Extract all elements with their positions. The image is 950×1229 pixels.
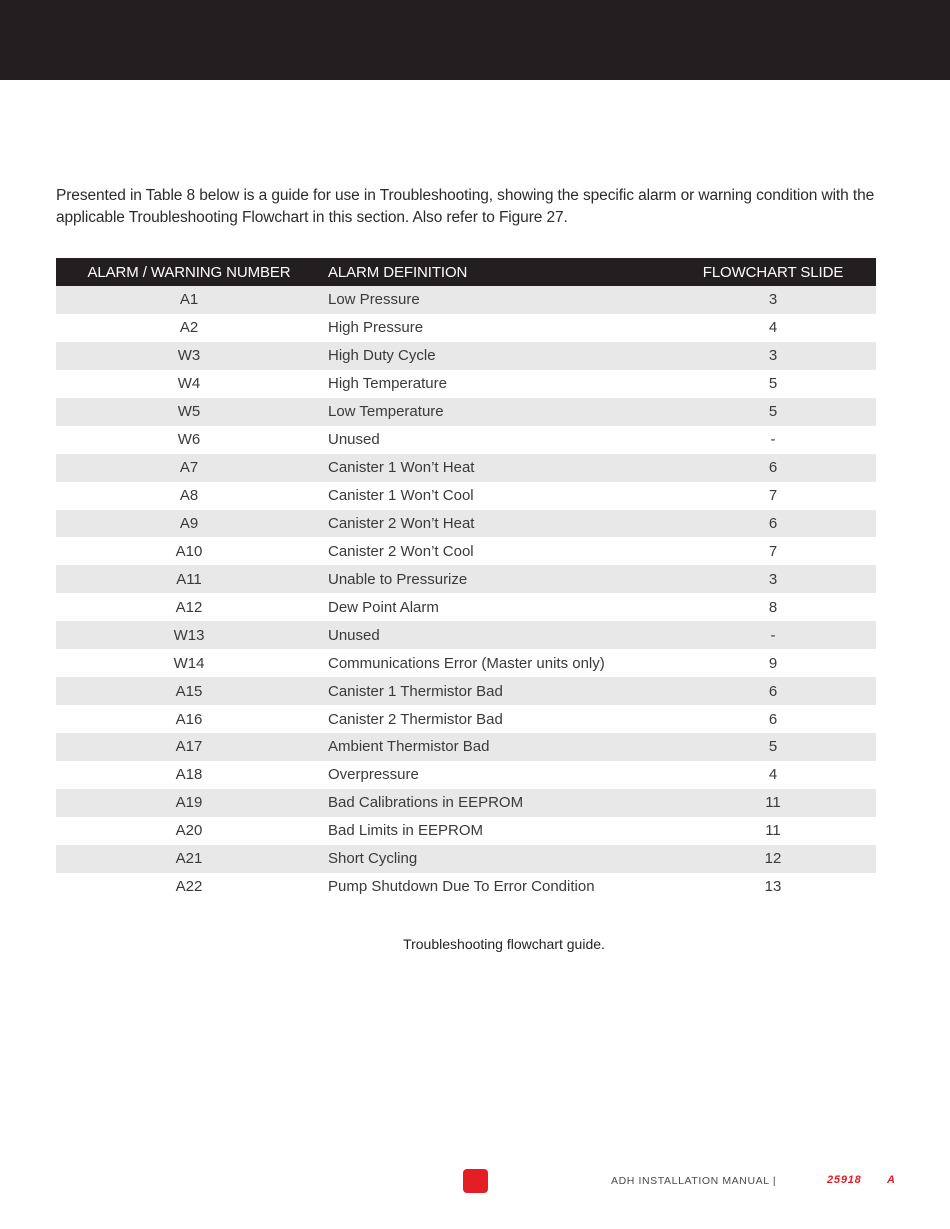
table-row <box>56 817 876 845</box>
header-alarm-definition: ALARM DEFINITION <box>328 263 468 281</box>
alarm-number-cell: W13 <box>173 626 205 644</box>
alarm-number-cell: W14 <box>173 654 205 672</box>
table-row <box>56 398 876 426</box>
flowchart-slide-cell: 3 <box>768 570 778 588</box>
table-row <box>56 649 876 677</box>
flowchart-slide-cell: 13 <box>764 878 782 896</box>
table-row <box>56 593 876 621</box>
table-row <box>56 370 876 398</box>
alarm-number-cell: A10 <box>175 542 203 560</box>
table-caption: Troubleshooting flowchart guide. <box>403 936 605 952</box>
alarm-definition-cell: Unable to Pressurize <box>328 570 468 588</box>
alarm-number-cell: A12 <box>175 598 203 616</box>
table-row <box>56 426 876 454</box>
alarm-definition-cell: Communications Error (Master units only) <box>328 654 605 672</box>
table-row <box>56 510 876 538</box>
flowchart-slide-cell: 3 <box>768 291 778 309</box>
alarm-number-cell: W4 <box>177 375 201 393</box>
flowchart-slide-cell: 6 <box>768 710 778 728</box>
table-row <box>56 677 876 705</box>
table-row <box>56 845 876 873</box>
alarm-definition-cell: Short Cycling <box>328 850 418 868</box>
alarm-number-cell: A18 <box>175 766 203 784</box>
alarm-definition-cell: Canister 1 Won’t Cool <box>328 487 474 505</box>
flowchart-slide-cell: 7 <box>768 487 778 505</box>
table-row <box>56 482 876 510</box>
table-row <box>56 454 876 482</box>
alarm-number-cell: A15 <box>175 682 203 700</box>
alarm-number-cell: W5 <box>177 403 201 421</box>
table-row <box>56 314 876 342</box>
alarm-number-cell: A11 <box>176 570 202 588</box>
alarm-number-cell: A22 <box>175 878 203 896</box>
alarm-number-cell: W3 <box>177 347 201 365</box>
flowchart-slide-cell: 11 <box>765 822 781 840</box>
table-row <box>56 537 876 565</box>
alarm-definition-cell: Canister 2 Thermistor Bad <box>328 710 503 728</box>
alarm-definition-cell: Low Pressure <box>328 291 420 309</box>
alarm-number-cell: A2 <box>179 319 199 337</box>
intro-paragraph: Presented in Table 8 below is a guide for use in Troubleshooting, showing the specific alarm or warning condition with the applicable Troubleshooting Flowchart in this section. Also refer to Figure 27. <box>56 186 875 226</box>
flowchart-slide-cell: 7 <box>768 542 778 560</box>
table-body <box>56 286 876 901</box>
alarm-number-cell: A8 <box>179 487 199 505</box>
alarm-definition-cell: Bad Calibrations in EEPROM <box>328 794 524 812</box>
table-row <box>56 286 876 314</box>
flowchart-slide-cell: 5 <box>768 738 778 756</box>
alarm-number-cell: A7 <box>179 459 199 477</box>
flowchart-slide-cell: 6 <box>768 682 778 700</box>
page-marker <box>463 1169 488 1193</box>
flowchart-slide-cell: 5 <box>768 403 778 421</box>
alarm-definition-cell: Low Temperature <box>328 403 444 421</box>
table-row <box>56 733 876 761</box>
footer-manual-title: ADH INSTALLATION MANUAL | <box>611 1175 777 1187</box>
table-row <box>56 621 876 649</box>
alarm-definition-cell: High Temperature <box>328 375 447 393</box>
header-flowchart-slide: FLOWCHART SLIDE <box>702 263 844 281</box>
table-header-row <box>56 258 876 286</box>
alarm-definition-cell: Canister 1 Won’t Heat <box>328 459 475 477</box>
flowchart-slide-cell: 4 <box>768 766 778 784</box>
alarm-definition-cell: Bad Limits in EEPROM <box>328 822 484 840</box>
flowchart-slide-cell: 9 <box>768 654 778 672</box>
header-alarm-number: ALARM / WARNING NUMBER <box>87 263 291 281</box>
alarm-number-cell: A17 <box>175 738 203 756</box>
alarm-definition-cell: Canister 2 Won’t Cool <box>328 542 474 560</box>
footer-doc-number: 25918 <box>827 1174 862 1186</box>
flowchart-slide-cell: - <box>770 626 776 644</box>
flowchart-slide-cell: - <box>770 431 776 449</box>
alarm-table <box>56 258 876 901</box>
alarm-definition-cell: Dew Point Alarm <box>328 598 439 616</box>
flowchart-slide-cell: 6 <box>768 514 778 532</box>
alarm-definition-cell: High Pressure <box>328 319 424 337</box>
alarm-number-cell: A20 <box>175 822 203 840</box>
alarm-definition-cell: Unused <box>328 431 380 449</box>
flowchart-slide-cell: 4 <box>768 319 778 337</box>
alarm-number-cell: A9 <box>179 514 199 532</box>
flowchart-slide-cell: 12 <box>764 850 782 868</box>
alarm-definition-cell: Canister 1 Thermistor Bad <box>328 682 503 700</box>
header-band <box>0 0 950 80</box>
alarm-definition-cell: Unused <box>328 626 380 644</box>
table-row <box>56 342 876 370</box>
table-row <box>56 789 876 817</box>
table-row <box>56 873 876 901</box>
alarm-number-cell: A19 <box>175 794 203 812</box>
flowchart-slide-cell: 11 <box>765 794 781 812</box>
flowchart-slide-cell: 8 <box>768 598 778 616</box>
footer-revision: A <box>887 1174 895 1186</box>
alarm-number-cell: W6 <box>177 431 201 449</box>
flowchart-slide-cell: 5 <box>768 375 778 393</box>
alarm-number-cell: A16 <box>175 710 203 728</box>
alarm-definition-cell: Ambient Thermistor Bad <box>328 738 490 756</box>
alarm-definition-cell: High Duty Cycle <box>328 347 436 365</box>
table-row <box>56 565 876 593</box>
alarm-definition-cell: Overpressure <box>328 766 419 784</box>
flowchart-slide-cell: 6 <box>768 459 778 477</box>
table-row <box>56 705 876 733</box>
alarm-number-cell: A1 <box>179 291 199 309</box>
table-row <box>56 761 876 789</box>
alarm-number-cell: A21 <box>175 850 203 868</box>
alarm-definition-cell: Pump Shutdown Due To Error Condition <box>328 878 595 896</box>
flowchart-slide-cell: 3 <box>768 347 778 365</box>
alarm-definition-cell: Canister 2 Won’t Heat <box>328 514 475 532</box>
